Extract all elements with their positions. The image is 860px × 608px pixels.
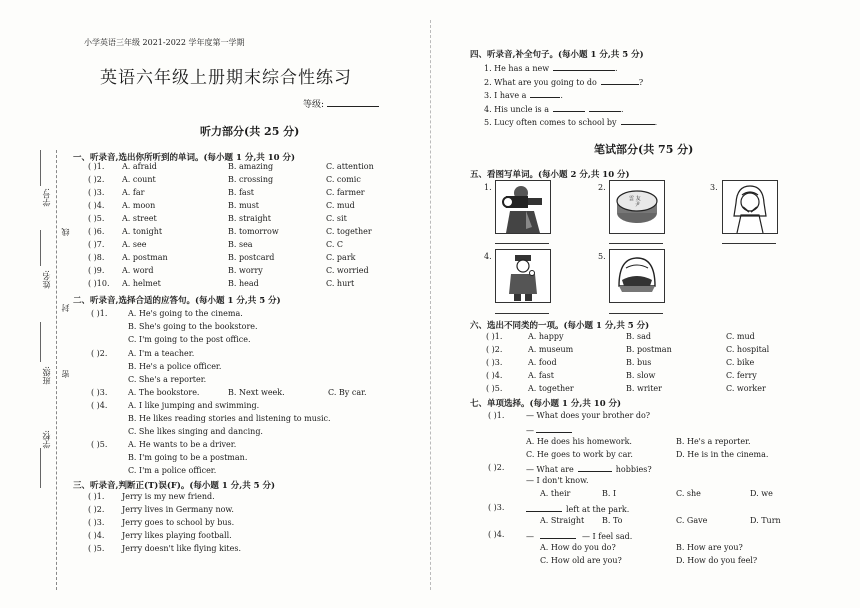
s1-q1-option-c: C. attention — [326, 162, 374, 171]
coin-text-2: 尹 — [635, 202, 641, 208]
s6-q3-option-a: A. food — [528, 358, 557, 367]
s7-q2-num[interactable]: ( )2. — [488, 463, 505, 472]
s4-sentence-4 — [484, 103, 624, 114]
s2-q1-num[interactable]: ( )1. — [91, 309, 108, 318]
s1-q4-option-a: A. moon — [122, 201, 156, 210]
s7-q1-stem: — What does your brother do? — [526, 411, 651, 420]
coin-picture — [609, 180, 665, 234]
page-fold-divider — [430, 20, 431, 590]
s3-q1-statement: Jerry is my new friend. — [122, 492, 215, 501]
s7-q1-option-c: C. He goes to work by car. — [526, 450, 633, 459]
s1-q5-option-c: C. sit — [326, 214, 347, 223]
s6-q3-option-c: C. bike — [726, 358, 755, 367]
s3-q3-statement: Jerry goes to school by bus. — [122, 518, 235, 527]
s7-q2-option-a: A. their — [540, 489, 571, 498]
s1-q10-option-b: B. head — [228, 279, 259, 288]
s1-q9-num[interactable]: ( )9. — [88, 266, 105, 275]
s2-q5-option-a: A. He wants to be a driver. — [128, 440, 237, 449]
binding-char-feng: 封 — [61, 304, 70, 312]
s1-q8-option-c: C. park — [326, 253, 356, 262]
s1-q7-option-b: B. sea — [228, 240, 253, 249]
s6-q3-option-b: B. bus — [626, 358, 652, 367]
s1-q7-option-a: A. see — [122, 240, 147, 249]
s7-q1-answer-dash: — — [526, 424, 572, 435]
s2-q2-option-c: C. She's a reporter. — [128, 375, 207, 384]
s2-q4-num[interactable]: ( )4. — [91, 401, 108, 410]
s1-q8-option-a: A. postman — [122, 253, 168, 262]
s6-q4-num[interactable]: ( )4. — [486, 371, 503, 380]
s1-q4-option-c: C. mud — [326, 201, 355, 210]
s1-q10-option-c: C. hurt — [326, 279, 355, 288]
school-label: 学校: — [42, 430, 51, 449]
section1-header: 一、听录音,选出你所听到的单词。(每小题 1 分,共 10 分) — [73, 153, 296, 163]
coin-text-1: 雲 友 — [629, 196, 641, 202]
s1-q3-option-c: C. farmer — [326, 188, 365, 197]
section2-header: 二、听录音,选择合适的应答句。(每小题 1 分,共 5 分) — [73, 296, 281, 306]
s2-q2-num[interactable]: ( )2. — [91, 349, 108, 358]
s4-sentence-2 — [484, 76, 643, 87]
s2-q4-option-c: C. She likes singing and dancing. — [128, 427, 263, 436]
s2-q3-option-a: A. The bookstore. — [128, 388, 200, 397]
picture-1-number: 1. — [484, 183, 492, 192]
s7-q2-option-b: B. I — [602, 489, 617, 498]
s1-q9-option-b: B. worry — [228, 266, 263, 275]
s7-q1-blank[interactable] — [536, 424, 572, 433]
section3-header: 三、听录音,判断正(T)误(F)。(每小题 1 分,共 5 分) — [73, 481, 276, 491]
s7-q3-num[interactable]: ( )3. — [488, 503, 505, 512]
answer-line-2[interactable] — [609, 243, 663, 244]
s3-q5-num[interactable]: ( )5. — [88, 544, 105, 553]
s6-q1-option-c: C. mud — [726, 332, 755, 341]
s7-q3-blank[interactable] — [526, 503, 562, 512]
police-officer-icon — [496, 250, 550, 302]
student-id-blank[interactable] — [40, 150, 41, 186]
s7-q4-stem: — — I feel sad. — [526, 532, 633, 541]
section5-header: 五、看图写单词。(每小题 2 分,共 10 分) — [470, 170, 630, 180]
s1-q2-option-b: B. crossing — [228, 175, 274, 184]
s7-q1-num[interactable]: ( )1. — [488, 411, 505, 420]
s4-sentence-1 — [484, 62, 618, 73]
s7-q4-option-a: A. How do you do? — [540, 543, 616, 552]
s4-sentence-4-punct: . — [620, 104, 624, 114]
s6-q2-num[interactable]: ( )2. — [486, 345, 503, 354]
s6-q5-num[interactable]: ( )5. — [486, 384, 503, 393]
s6-q1-option-b: B. sad — [626, 332, 651, 341]
s7-q1-option-d: D. He is in the cinema. — [676, 450, 769, 459]
helmet-picture — [609, 249, 665, 303]
s1-q6-num[interactable]: ( )6. — [88, 227, 105, 236]
s1-q5-num[interactable]: ( )5. — [88, 214, 105, 223]
picture-2-number: 2. — [598, 183, 606, 192]
answer-line-1[interactable] — [495, 243, 549, 244]
s4-sentence-1-punct: . — [615, 64, 618, 73]
s4-sentence-3-text: 3. I have a — [484, 91, 527, 100]
s1-q9-option-c: C. worried — [326, 266, 369, 275]
s7-q1-option-b: B. He's a reporter. — [676, 437, 751, 446]
s3-q4-statement: Jerry likes playing football. — [122, 531, 232, 540]
s6-q5-option-b: B. writer — [626, 384, 662, 393]
s7-q2-blank[interactable] — [578, 463, 612, 472]
s2-q3-option-c: C. By car. — [328, 388, 367, 397]
girl-icon — [723, 181, 777, 233]
s6-q5-option-a: A. together — [528, 384, 574, 393]
s4-sentence-4-text: 4. His uncle is a — [484, 104, 549, 114]
name-blank[interactable] — [40, 230, 41, 266]
writing-section-title: 笔试部分(共 75 分) — [594, 143, 694, 156]
s1-q8-option-b: B. postcard — [228, 253, 275, 262]
s7-q3-stem: left at the park. — [526, 503, 629, 514]
s6-q2-option-c: C. hospital — [726, 345, 770, 354]
answer-line-5[interactable] — [609, 313, 663, 314]
s1-q3-option-b: B. fast — [228, 188, 255, 197]
s6-q2-option-b: B. postman — [626, 345, 672, 354]
s1-q2-num[interactable]: ( )2. — [88, 175, 105, 184]
s4-sentence-5-punct: . — [654, 118, 658, 127]
s4-sentence-1-blank-1[interactable] — [553, 62, 615, 71]
s3-q2-num[interactable]: ( )2. — [88, 505, 105, 514]
s2-q1-option-b: B. She's going to the bookstore. — [128, 322, 258, 331]
s3-q4-num[interactable]: ( )4. — [88, 531, 105, 540]
school-blank[interactable] — [40, 448, 41, 488]
reporter-icon — [496, 181, 550, 233]
s4-sentence-4-blank-2[interactable] — [589, 103, 621, 112]
reporter-picture — [495, 180, 551, 234]
helmet-icon — [610, 250, 664, 302]
s1-q5-option-b: B. straight — [228, 214, 271, 223]
picture-3-number: 3. — [710, 183, 718, 192]
picture-4-number: 4. — [484, 252, 492, 261]
s2-q1-option-a: A. He's going to the cinema. — [128, 309, 243, 318]
s3-q1-num[interactable]: ( )1. — [88, 492, 105, 501]
s1-q9-option-a: A. word — [122, 266, 154, 275]
police-officer-picture — [495, 249, 551, 303]
s4-sentence-2-text: 2. What are you going to do — [484, 77, 597, 87]
section6-header: 六、选出不同类的一项。(每小题 1 分,共 5 分) — [470, 321, 650, 331]
s1-q1-num[interactable]: ( )1. — [88, 162, 105, 171]
s1-q2-option-c: C. comic — [326, 175, 361, 184]
s2-q2-option-a: A. I'm a teacher. — [128, 349, 195, 358]
grade-label: 等级: — [303, 97, 379, 110]
s4-sentence-5 — [484, 116, 657, 127]
s6-q1-num[interactable]: ( )1. — [486, 332, 503, 341]
section7-header: 七、单项选择。(每小题 1 分,共 10 分) — [470, 399, 622, 409]
picture-5-number: 5. — [598, 252, 606, 261]
s1-q6-option-c: C. together — [326, 227, 372, 236]
s2-q4-option-b: B. He likes reading stories and listening to music. — [128, 414, 331, 423]
s2-q4-option-a: A. I like jumping and swimming. — [128, 401, 260, 410]
s4-sentence-3 — [484, 89, 563, 100]
s6-q5-option-c: C. worker — [726, 384, 766, 393]
s1-q2-option-a: A. count — [122, 175, 156, 184]
s1-q1-option-a: A. afraid — [122, 162, 157, 171]
s7-q2-option-d: D. we — [750, 489, 773, 498]
s7-q2-stem: — What are hobbies? — [526, 465, 652, 474]
s7-q4-option-d: D. How do you feel? — [676, 556, 758, 565]
s4-sentence-1-text: 1. He has a new — [484, 64, 550, 73]
s7-q4-num[interactable]: ( )4. — [488, 530, 505, 539]
binding-dashed-line — [56, 150, 57, 590]
s4-sentence-5-text: 5. Lucy often comes to school by — [484, 118, 617, 127]
s1-q1-option-b: B. amazing — [228, 162, 274, 171]
s2-q5-option-b: B. I'm going to be a postman. — [128, 453, 248, 462]
s7-q3-option-c: C. Gave — [676, 516, 708, 525]
s3-q2-statement: Jerry lives in Germany now. — [122, 505, 234, 514]
coin-icon — [610, 181, 664, 233]
class-label: 班级: — [42, 366, 51, 385]
listening-section-title: 听力部分(共 25 分) — [200, 125, 300, 138]
grade-blank[interactable] — [327, 98, 379, 107]
s1-q6-option-b: B. tomorrow — [228, 227, 279, 236]
s4-sentence-2-blank-1[interactable] — [601, 76, 639, 85]
s6-q4-option-a: A. fast — [528, 371, 554, 380]
s7-q3-option-b: B. To — [602, 516, 623, 525]
s3-q3-num[interactable]: ( )3. — [88, 518, 105, 527]
s7-q1-option-a: A. He does his homework. — [526, 437, 632, 446]
name-label: 姓名: — [42, 270, 51, 289]
s4-sentence-4-blank-1[interactable] — [553, 103, 585, 112]
s6-q2-option-a: A. museum — [528, 345, 574, 354]
girl-picture — [722, 180, 778, 234]
s1-q4-option-b: B. must — [228, 201, 260, 210]
s1-q3-num[interactable]: ( )3. — [88, 188, 105, 197]
s6-q4-option-b: B. slow — [626, 371, 656, 380]
binding-char-xian: 线 — [61, 228, 70, 236]
s2-q3-num[interactable]: ( )3. — [91, 388, 108, 397]
school-year-line: 小学英语三年级 2021-2022 学年度第一学期 — [84, 38, 245, 47]
class-blank[interactable] — [40, 322, 41, 362]
s7-q4-option-c: C. How old are you? — [540, 556, 622, 565]
answer-line-3[interactable] — [722, 243, 776, 244]
s1-q3-option-a: A. far — [122, 188, 145, 197]
s1-q4-num[interactable]: ( )4. — [88, 201, 105, 210]
s4-sentence-3-punct: . — [560, 91, 563, 100]
s4-sentence-3-blank-1[interactable] — [530, 89, 560, 98]
section4-header: 四、听录音,补全句子。(每小题 1 分,共 5 分) — [470, 50, 644, 60]
s7-q4-option-b: B. How are you? — [676, 543, 743, 552]
student-id-label: 学号: — [42, 188, 51, 207]
s4-sentence-5-blank-1[interactable] — [621, 116, 655, 125]
s2-q1-option-c: C. I'm going to the post office. — [128, 335, 251, 344]
s6-q1-option-a: A. happy — [528, 332, 564, 341]
s2-q3-option-b: B. Next week. — [228, 388, 285, 397]
s7-q3-option-a: A. Straight — [540, 516, 585, 525]
s6-q3-num[interactable]: ( )3. — [486, 358, 503, 367]
binding-char-mi: 密 — [61, 370, 70, 378]
s1-q10-num[interactable]: ( )10. — [88, 279, 110, 288]
s1-q7-option-c: C. C — [326, 240, 344, 249]
s1-q7-num[interactable]: ( )7. — [88, 240, 105, 249]
s7-q2-line2: — I don't know. — [526, 476, 589, 485]
s3-q5-statement: Jerry doesn't like flying kites. — [122, 544, 242, 553]
s7-q4-blank[interactable] — [540, 530, 576, 539]
answer-line-4[interactable] — [495, 313, 549, 314]
s1-q10-option-a: A. helmet — [122, 279, 161, 288]
s7-q3-option-d: D. Turn — [750, 516, 781, 525]
s2-q5-num[interactable]: ( )5. — [91, 440, 108, 449]
s2-q2-option-b: B. He's a police officer. — [128, 362, 222, 371]
s2-q5-option-c: C. I'm a police officer. — [128, 466, 217, 475]
page-title: 英语六年级上册期末综合性练习 — [100, 68, 352, 88]
s6-q4-option-c: C. ferry — [726, 371, 757, 380]
s4-sentence-2-punct: ? — [638, 77, 644, 87]
s1-q5-option-a: A. street — [122, 214, 157, 223]
s7-q2-option-c: C. she — [676, 489, 701, 498]
s1-q6-option-a: A. tonight — [122, 227, 163, 236]
s1-q8-num[interactable]: ( )8. — [88, 253, 105, 262]
